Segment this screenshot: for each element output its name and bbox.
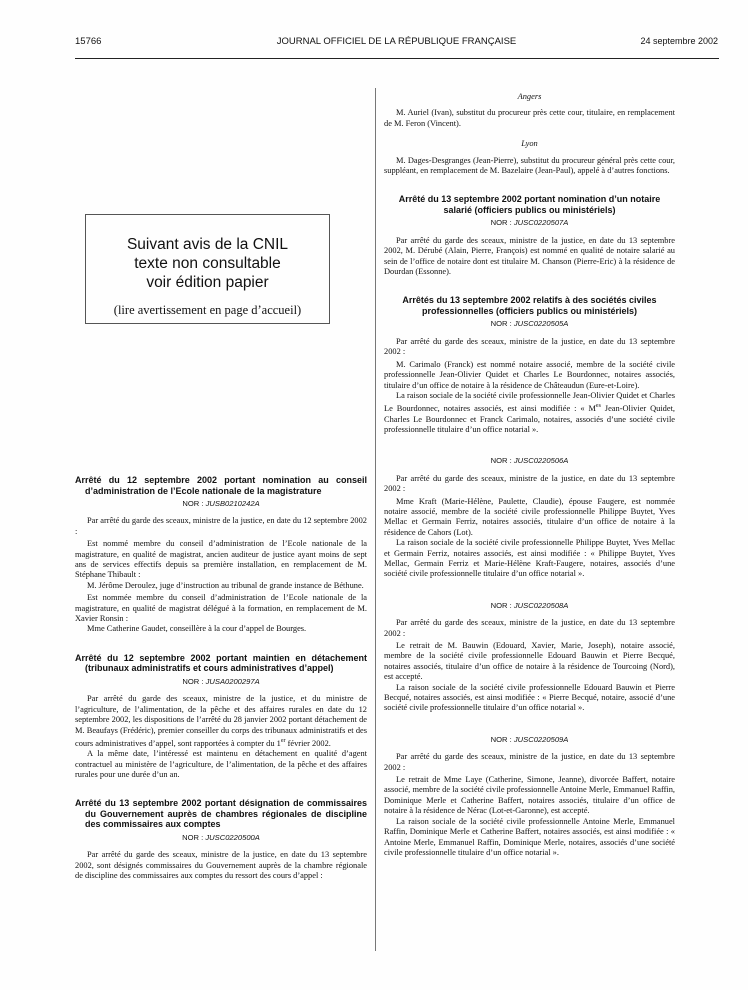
cnil-line-3: voir édition papier [146,274,269,291]
nor-code: JUSC0220509A [513,734,569,744]
column-divider [375,88,376,951]
paragraph [384,391,675,435]
journal-title: JOURNAL OFFICIEL DE LA RÉPUBLIQUE FRANÇAISE [276,36,517,47]
article-detachement [75,653,367,780]
paragraph: M. Dages-Desgranges (Jean-Pierre), substitut du procureur général près cette cour, suppléant, en remplacement de M. Bazelaire (Jean-Paul), appelé à d’autres fonctions. [384,155,675,176]
article-title: Arrêté du 13 septembre 2002 portant nomination d’un notaire salarié (officiers publics ou ministériels) [398,194,661,215]
nor-label: NOR : [182,499,204,508]
nor-reference [384,218,675,228]
paragraph: Par arrêté du garde des sceaux, ministre de la justice, en date du 13 septembre 2002, sont désignés commissaires du Gouvernement auprès de la chambre régionale de discipline des commissaires aux comptes du ressort des cours d’appel : [75,850,367,881]
nor-reference [384,735,675,745]
nor-reference [75,499,367,509]
article-scp-nerac [384,735,675,858]
paragraph [75,694,367,749]
issue-date: 24 septembre 2002 [640,36,718,46]
paragraph: Mme Catherine Gaudet, conseillère à la cour d’appel de Bourges. [87,624,307,634]
paragraph: Le retrait de Mme Laye (Catherine, Simone, Jeanne), divorcée Baffert, notaire associé, membre de la société civile professionnelle Antoine Merle, Emmanuel Raffin, Dominique Merle et Catherine Baffert, notaires associés, titulaire d’un office de notaire à la résidence de Nérac (Lot-et-Garonne), est accepté. [384,775,675,816]
place-heading: Lyon [521,139,538,149]
nor-label: NOR : [182,832,204,842]
article-notaire-salarie [384,194,675,277]
right-column [384,90,675,858]
left-column [75,475,367,881]
paragraph: Par arrêté du garde des sceaux, ministre de la justice, en date du 13 septembre 2002 : [384,618,675,638]
nor-label: NOR : [490,600,512,610]
article-scp-tourcoing [384,601,675,714]
paragraph: Par arrêté du garde des sceaux, ministre de la justice, en date du 12 septembre 2002 : [75,516,367,536]
article-commissaires [75,798,367,881]
nor-code: JUSC0220506A [513,456,569,466]
cnil-line-4: (lire avertissement en page d’accueil) [113,303,302,317]
nor-label: NOR : [490,319,512,329]
paragraph: Est nommé membre du conseil d’administration de l’Ecole nationale de la magistrature, en qualité de magistrat, ancien auditeur de justice ayant moins de sept ans de services effectifs depuis sa première installation, en remplacement de M. Stéphane Thibault : [75,539,367,580]
nor-code: JUSC0220500A [205,832,260,842]
paragraph: M. Jérôme Deroulez, juge d’instruction au tribunal de grande instance de Béthune. [87,580,364,590]
nor-code: JUSB0210242A [205,499,260,508]
nor-label: NOR : [182,676,204,686]
paragraph: Mme Kraft (Marie-Hélène, Paulette, Claudie), épouse Faugere, est nommée notaire associé, membre de la société civile professionnelle Philippe Buytet, Yves Mellac et Germain Ferriz, notaires associés, titulaire d’un office de notaire à la résidence de Cahors (Lot). [384,496,675,537]
place-heading: Angers [517,92,542,101]
nor-label: NOR : [490,734,512,744]
nor-code: JUSA0200297A [205,676,260,686]
paragraph: La raison sociale de la société civile professionnelle Antoine Merle, Emmanuel Raffin, Dominique Merle et Catherine Baffert, notaires associés, est ainsi modifiée : « Antoine Merle, Emmanuel Raffin, Dominique Merle, notaires, associés d’une société civile professionnelle titulaire d’un office notarial ». [384,816,675,857]
article-scp-cahors [384,456,675,579]
page-header [75,36,718,50]
paragraph-text: février 2002. [285,738,331,748]
paragraph: Par arrêté du garde des sceaux, ministre de la justice, en date du 13 septembre 2002 : [384,752,675,772]
nor-reference [384,456,675,466]
article-title: Arrêté du 12 septembre 2002 portant nomination au conseil d’administration de l’Ecole nationale de la magistrature [75,475,367,496]
cnil-line-2: texte non consultable [134,255,281,272]
paragraph: Le retrait de M. Bauwin (Edouard, Xavier, Marie, Joseph), notaire associé, membre de la société civile professionnelle Edouard Bauwin et Pierre Becqué, notaires associés, titulaire d’un office de notaire à la résidence de Tourcoing (Nord), est accepté. [384,641,675,682]
nor-code: JUSC0220505A [513,319,569,329]
nor-reference [75,833,367,843]
cnil-notice-box [85,214,330,324]
section-angers [384,92,675,129]
article-title: Arrêtés du 13 septembre 2002 relatifs à des sociétés civiles professionnelles (officiers publics ou ministériels) [402,295,657,316]
paragraph: Est nommée membre du conseil d’administration de l’Ecole nationale de la magistrature, en qualité de magistrat délégué à la formation, en remplacement de M. Xavier Ronsin : [75,593,367,624]
paragraph: Par arrêté du garde des sceaux, ministre de la justice, en date du 13 septembre 2002 : [384,473,675,494]
nor-reference [384,319,675,329]
paragraph: M. Carimalo (Franck) est nommé notaire associé, membre de la société civile professionnelle Jean-Olivier Quidet et Charles Le Bourdonnec, notaires associés, titulaire d’un office de notaire à la résidence de Châteaudun (Eure-et-Loire). [384,359,675,390]
superscript: es [595,403,601,410]
paragraph: La raison sociale de la société civile professionnelle Philippe Buytet, Yves Mellac et Germain Ferriz, notaires associés, est ainsi modifiée : « Philippe Buytet, Yves Mellac, Germain Ferriz et Marie-Hélène Kraft-Faugere, notaires, associés d’une société civile professionnelle titulaire d’un office notarial ». [384,538,675,579]
cnil-line-1: Suivant avis de la CNIL [126,236,289,253]
nor-label: NOR : [490,218,512,228]
nor-code: JUSC0220508A [513,600,569,610]
nor-label: NOR : [490,456,512,466]
article-ecole-magistrature [75,475,367,635]
article-title: Arrêté du 12 septembre 2002 portant maintien en détachement (tribunaux administratifs et cours administratives d’appel) [75,652,367,674]
nor-code: JUSC0220507A [513,218,569,228]
paragraph: M. Auriel (Ivan), substitut du procureur près cette cour, titulaire, en remplacement de M. Feron (Vincent). [384,108,675,128]
paragraph-text: Par arrêté du garde des sceaux, ministre de la justice, et du ministre de l’agriculture, de l’alimentation, de la pêche et des affaires rurales en date du 12 septembre 2002, les dispositions de l’arrêté du 28 janvier 2002 portant détachement de M. Beaufays (Frédéric), premier conseiller du corps des tribunaux administratifs et des cours administratives d’appel, sont rapportées à compter du 1 [75,694,367,748]
paragraph: La raison sociale de la société civile professionnelle Edouard Bauwin et Pierre Becqué, notaires associés, est ainsi modifiée : « Pierre Becqué, notaire, associé d’une société civile professionnelle titulaire d’un office notarial ». [384,682,675,713]
page-number: 15766 [75,36,102,47]
paragraph: Par arrêté du garde des sceaux, ministre de la justice, en date du 13 septembre 2002, M. Dérubé (Alain, Pierre, François) est nommé en qualité de notaire salarié au sein de l’office de notaire dont est titulaire M. Chanson (Pierre-Eric) à la résidence de Dourdan (Essonne). [384,235,675,277]
header-rule [75,58,719,59]
section-lyon [384,139,675,176]
nor-reference [75,677,367,687]
superscript: er [280,737,286,744]
paragraph: A la même date, l’intéressé est maintenu en détachement en qualité d’agent contractuel au ministère de l’agriculture, de l’alimentation, de la pêche et des affaires rurales pour une durée d’un an. [75,749,367,779]
article-title: Arrêté du 13 septembre 2002 portant désignation de commissaires du Gouvernement auprès de chambres régionales de discipline des commissaires aux comptes [75,798,367,830]
nor-reference [384,601,675,611]
paragraph-text: Jean-Olivier Quidet, Charles Le Bourdonnec et Franck Carimalo, notaires, associés d’une société civile professionnelle titulaire d’un office notarial ». [384,404,675,434]
article-societes-civiles [384,295,675,435]
paragraph-text: La raison sociale de la société civile professionnelle Jean-Olivier Quidet et Charles Le Bourdonnec, notaires associés, est ainsi modifiée : « M [384,390,675,414]
paragraph: Par arrêté du garde des sceaux, ministre de la justice, en date du 13 septembre 2002 : [384,336,675,357]
